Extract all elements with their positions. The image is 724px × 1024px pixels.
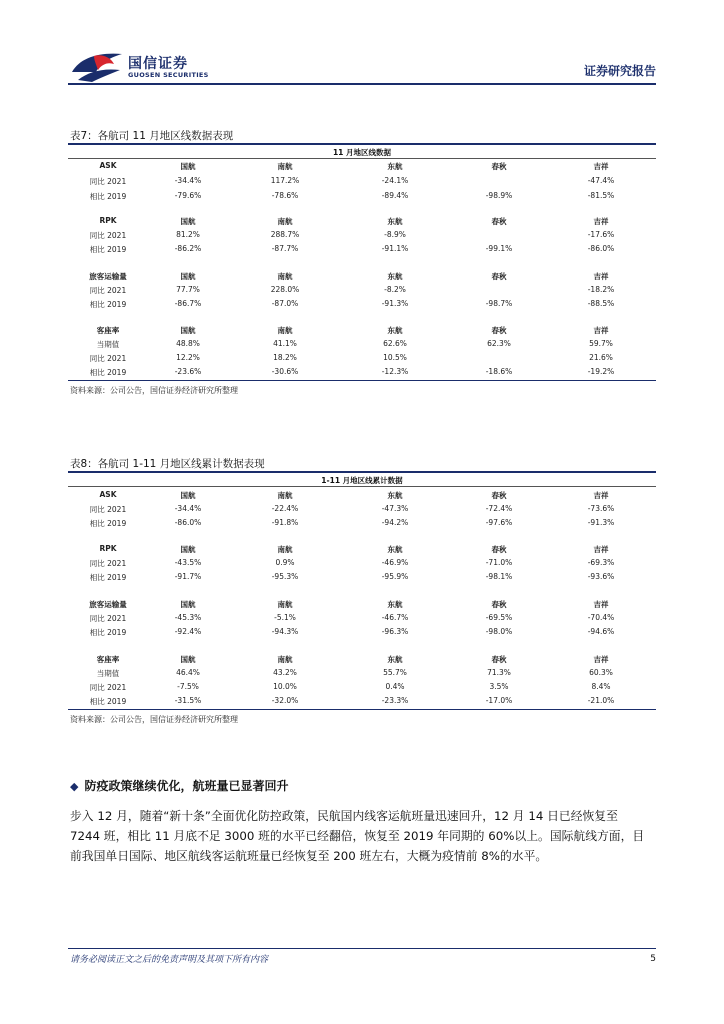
table-cell: -98.1% [485, 572, 513, 581]
column-header: 国航 [180, 600, 196, 609]
row-label: 相比 2019 [89, 192, 127, 201]
paragraph-line: 7244 班，相比 11 月底不足 3000 班的水平已经翻倍，恢复至 2019 年同期的 60%以上。国际航线方面，目 [70, 829, 645, 843]
table-cell: -95.9% [381, 572, 409, 581]
footer-disclaimer: 请务必阅读正文之后的免责声明及其项下所有内容 [70, 955, 269, 965]
table-row [68, 668, 656, 680]
table-cell: -8.2% [384, 285, 406, 294]
row-label: 同比 2021 [89, 683, 127, 692]
column-header: 吉祥 [593, 491, 609, 500]
table-7-bottom-rule [68, 380, 656, 381]
table-row [68, 285, 656, 297]
table-cell: 81.2% [176, 230, 200, 239]
table-cell: -45.3% [174, 613, 202, 622]
table-cell: -17.6% [587, 230, 615, 239]
table-row [68, 613, 656, 625]
table-cell: 43.2% [273, 668, 297, 677]
column-header: 东航 [387, 162, 403, 171]
table-cell: -7.5% [177, 682, 199, 691]
table-cell: -24.1% [381, 176, 409, 185]
page-number: 5 [650, 954, 656, 964]
row-label: 同比 2021 [89, 231, 127, 240]
metric-label: 客座率 [96, 655, 120, 664]
column-header: 南航 [277, 217, 293, 226]
table-cell: 3.5% [489, 682, 509, 691]
table-cell: 0.4% [385, 682, 405, 691]
table-row [68, 682, 656, 694]
column-header: 国航 [180, 272, 196, 281]
table-8-source: 资料来源：公司公告，国信证券经济研究所整理 [70, 715, 238, 724]
metric-label: ASK [99, 490, 117, 499]
table-cell: -43.5% [174, 558, 202, 567]
table-cell: 62.6% [383, 339, 407, 348]
metric-label: 旅客运输量 [89, 272, 127, 281]
table-row [68, 176, 656, 188]
table-cell: -78.6% [271, 191, 299, 200]
column-header: 南航 [277, 600, 293, 609]
table-row [68, 244, 656, 256]
table-cell: -94.6% [587, 627, 615, 636]
table-cell: -86.0% [587, 244, 615, 253]
table-cell: -86.7% [174, 299, 202, 308]
guosen-logo-icon [70, 50, 124, 84]
table-cell: 55.7% [383, 668, 407, 677]
table-8-group-title: 1-11 月地区线累计数据 [321, 476, 403, 485]
table-7-group-rule [68, 158, 656, 159]
table-cell: -23.3% [381, 696, 409, 705]
table-cell: -87.0% [271, 299, 299, 308]
header-divider [68, 83, 656, 85]
table-cell: -5.1% [274, 613, 296, 622]
column-header: 东航 [387, 272, 403, 281]
column-header: 春秋 [491, 162, 507, 171]
table-cell: -47.4% [587, 176, 615, 185]
column-header: 国航 [180, 217, 196, 226]
row-label: 相比 2019 [89, 519, 127, 528]
metric-label: RPK [99, 544, 117, 553]
metric-label: 客座率 [96, 326, 120, 335]
column-header: 东航 [387, 545, 403, 554]
table-8-bottom-rule [68, 709, 656, 710]
logo-chinese-name: 国信证券 [128, 56, 188, 72]
table-cell: -18.6% [485, 367, 513, 376]
table-cell: 8.4% [591, 682, 611, 691]
table-cell: -92.4% [174, 627, 202, 636]
table-row [68, 518, 656, 530]
table-cell: 10.0% [273, 682, 297, 691]
column-header: 南航 [277, 545, 293, 554]
table-cell: -91.8% [271, 518, 299, 527]
page-header [0, 0, 724, 90]
table-cell: -17.0% [485, 696, 513, 705]
table-row [68, 490, 656, 502]
table-cell: -93.6% [587, 572, 615, 581]
table-cell: -31.5% [174, 696, 202, 705]
column-header: 吉祥 [593, 326, 609, 335]
report-type-label: 证券研究报告 [583, 64, 656, 78]
column-header: 国航 [180, 491, 196, 500]
row-label: 相比 2019 [89, 245, 127, 254]
table-cell: 18.2% [273, 353, 297, 362]
table-cell: 41.1% [273, 339, 297, 348]
table-row [68, 271, 656, 283]
column-header: 春秋 [491, 272, 507, 281]
table-8-title: 表8：各航司 1-11 月地区线累计数据表现 [70, 458, 265, 470]
table-cell: 12.2% [176, 353, 200, 362]
column-header: 吉祥 [593, 600, 609, 609]
row-label: 同比 2021 [89, 177, 127, 186]
column-header: 东航 [387, 491, 403, 500]
column-header: 吉祥 [593, 655, 609, 664]
column-header: 国航 [180, 162, 196, 171]
column-header: 国航 [180, 655, 196, 664]
table-row [68, 230, 656, 242]
table-cell: 21.6% [589, 353, 613, 362]
column-header: 东航 [387, 326, 403, 335]
footer-divider [68, 948, 656, 949]
table-cell: -73.6% [587, 504, 615, 513]
column-header: 吉祥 [593, 272, 609, 281]
row-label: 同比 2021 [89, 354, 127, 363]
row-label: 同比 2021 [89, 559, 127, 568]
company-logo [70, 50, 210, 84]
table-cell: 117.2% [270, 176, 300, 185]
diamond-bullet-icon: ◆ [70, 780, 79, 793]
table-row [68, 353, 656, 365]
table-cell: -22.4% [271, 504, 299, 513]
table-cell: -72.4% [485, 504, 513, 513]
column-header: 吉祥 [593, 162, 609, 171]
metric-label: ASK [99, 161, 117, 170]
paragraph-line: 前我国单日国际、地区航线客运航班量已经恢复至 200 班左右，大概为疫情前 8%的水平。 [70, 849, 548, 863]
column-header: 国航 [180, 545, 196, 554]
table-8-group-rule [68, 486, 656, 487]
table-cell: 228.0% [270, 285, 300, 294]
column-header: 南航 [277, 162, 293, 171]
row-label: 同比 2021 [89, 286, 127, 295]
table-cell: -98.7% [485, 299, 513, 308]
table-cell: -47.3% [381, 504, 409, 513]
table-cell: 46.4% [176, 668, 200, 677]
table-cell: 10.5% [383, 353, 407, 362]
table-cell: -95.3% [271, 572, 299, 581]
table-cell: 60.3% [589, 668, 613, 677]
column-header: 南航 [277, 272, 293, 281]
section-heading [70, 777, 288, 794]
column-header: 东航 [387, 600, 403, 609]
column-header: 南航 [277, 326, 293, 335]
table-cell: -89.4% [381, 191, 409, 200]
table-cell: 59.7% [589, 339, 613, 348]
table-7-group-title: 11 月地区线数据 [332, 148, 392, 157]
table-row [68, 558, 656, 570]
table-cell: -46.9% [381, 558, 409, 567]
row-label: 相比 2019 [89, 628, 127, 637]
logo-english-name: GUOSEN SECURITIES [128, 71, 209, 79]
table-cell: -69.3% [587, 558, 615, 567]
table-cell: -12.3% [381, 367, 409, 376]
table-cell: -91.3% [381, 299, 409, 308]
table-cell: -91.3% [587, 518, 615, 527]
table-cell: -99.1% [485, 244, 513, 253]
table-row [68, 191, 656, 203]
table-cell: -32.0% [271, 696, 299, 705]
column-header: 东航 [387, 655, 403, 664]
table-row [68, 325, 656, 337]
table-cell: -88.5% [587, 299, 615, 308]
table-cell: -91.1% [381, 244, 409, 253]
column-header: 南航 [277, 491, 293, 500]
table-cell: -91.7% [174, 572, 202, 581]
table-7-source: 资料来源：公司公告，国信证券经济研究所整理 [70, 386, 238, 395]
metric-label: RPK [99, 216, 117, 225]
table-cell: -96.3% [381, 627, 409, 636]
metric-label: 旅客运输量 [89, 600, 127, 609]
column-header: 东航 [387, 217, 403, 226]
table-row [68, 654, 656, 666]
table-cell: -71.0% [485, 558, 513, 567]
row-label: 当期值 [96, 669, 120, 678]
section-heading-text: 防疫政策继续优化，航班量已显著回升 [84, 779, 289, 793]
table-cell: -21.0% [587, 696, 615, 705]
row-label: 同比 2021 [89, 505, 127, 514]
column-header: 国航 [180, 326, 196, 335]
table-row [68, 572, 656, 584]
column-header: 春秋 [491, 600, 507, 609]
table-row [68, 627, 656, 639]
table-row [68, 696, 656, 708]
row-label: 相比 2019 [89, 697, 127, 706]
table-cell: -30.6% [271, 367, 299, 376]
table-cell: -23.6% [174, 367, 202, 376]
table-cell: -86.0% [174, 518, 202, 527]
table-row [68, 161, 656, 173]
column-header: 春秋 [491, 545, 507, 554]
table-cell: -69.5% [485, 613, 513, 622]
paragraph-line: 步入 12 月，随着“新十条”全面优化防控政策，民航国内线客运航班量迅速回升，12 月 14 日已经恢复至 [70, 809, 618, 823]
table-row [68, 339, 656, 351]
table-cell: -94.3% [271, 627, 299, 636]
table-row [68, 544, 656, 556]
table-cell: -98.9% [485, 191, 513, 200]
column-header: 春秋 [491, 655, 507, 664]
table-8-top-rule [68, 471, 656, 473]
row-label: 相比 2019 [89, 368, 127, 377]
row-label: 相比 2019 [89, 573, 127, 582]
table-cell: -46.7% [381, 613, 409, 622]
table-cell: 48.8% [176, 339, 200, 348]
column-header: 春秋 [491, 217, 507, 226]
table-cell: -97.6% [485, 518, 513, 527]
table-cell: -18.2% [587, 285, 615, 294]
row-label: 同比 2021 [89, 614, 127, 623]
table-cell: -81.5% [587, 191, 615, 200]
table-row [68, 299, 656, 311]
table-cell: -98.0% [485, 627, 513, 636]
table-7-top-rule [68, 143, 656, 145]
table-cell: -8.9% [384, 230, 406, 239]
column-header: 春秋 [491, 326, 507, 335]
table-cell: 71.3% [487, 668, 511, 677]
column-header: 吉祥 [593, 545, 609, 554]
row-label: 当期值 [96, 340, 120, 349]
table-cell: -87.7% [271, 244, 299, 253]
column-header: 南航 [277, 655, 293, 664]
table-cell: -94.2% [381, 518, 409, 527]
table-cell: 288.7% [270, 230, 300, 239]
table-row [68, 504, 656, 516]
column-header: 春秋 [491, 491, 507, 500]
table-cell: -34.4% [174, 504, 202, 513]
table-row [68, 216, 656, 228]
table-cell: 0.9% [275, 558, 295, 567]
table-cell: -19.2% [587, 367, 615, 376]
table-cell: -86.2% [174, 244, 202, 253]
table-cell: -34.4% [174, 176, 202, 185]
table-row [68, 367, 656, 379]
table-cell: -79.6% [174, 191, 202, 200]
table-7-title: 表7：各航司 11 月地区线数据表现 [70, 130, 234, 142]
table-row [68, 599, 656, 611]
table-cell: -70.4% [587, 613, 615, 622]
table-cell: 77.7% [176, 285, 200, 294]
table-cell: 62.3% [487, 339, 511, 348]
column-header: 吉祥 [593, 217, 609, 226]
row-label: 相比 2019 [89, 300, 127, 309]
